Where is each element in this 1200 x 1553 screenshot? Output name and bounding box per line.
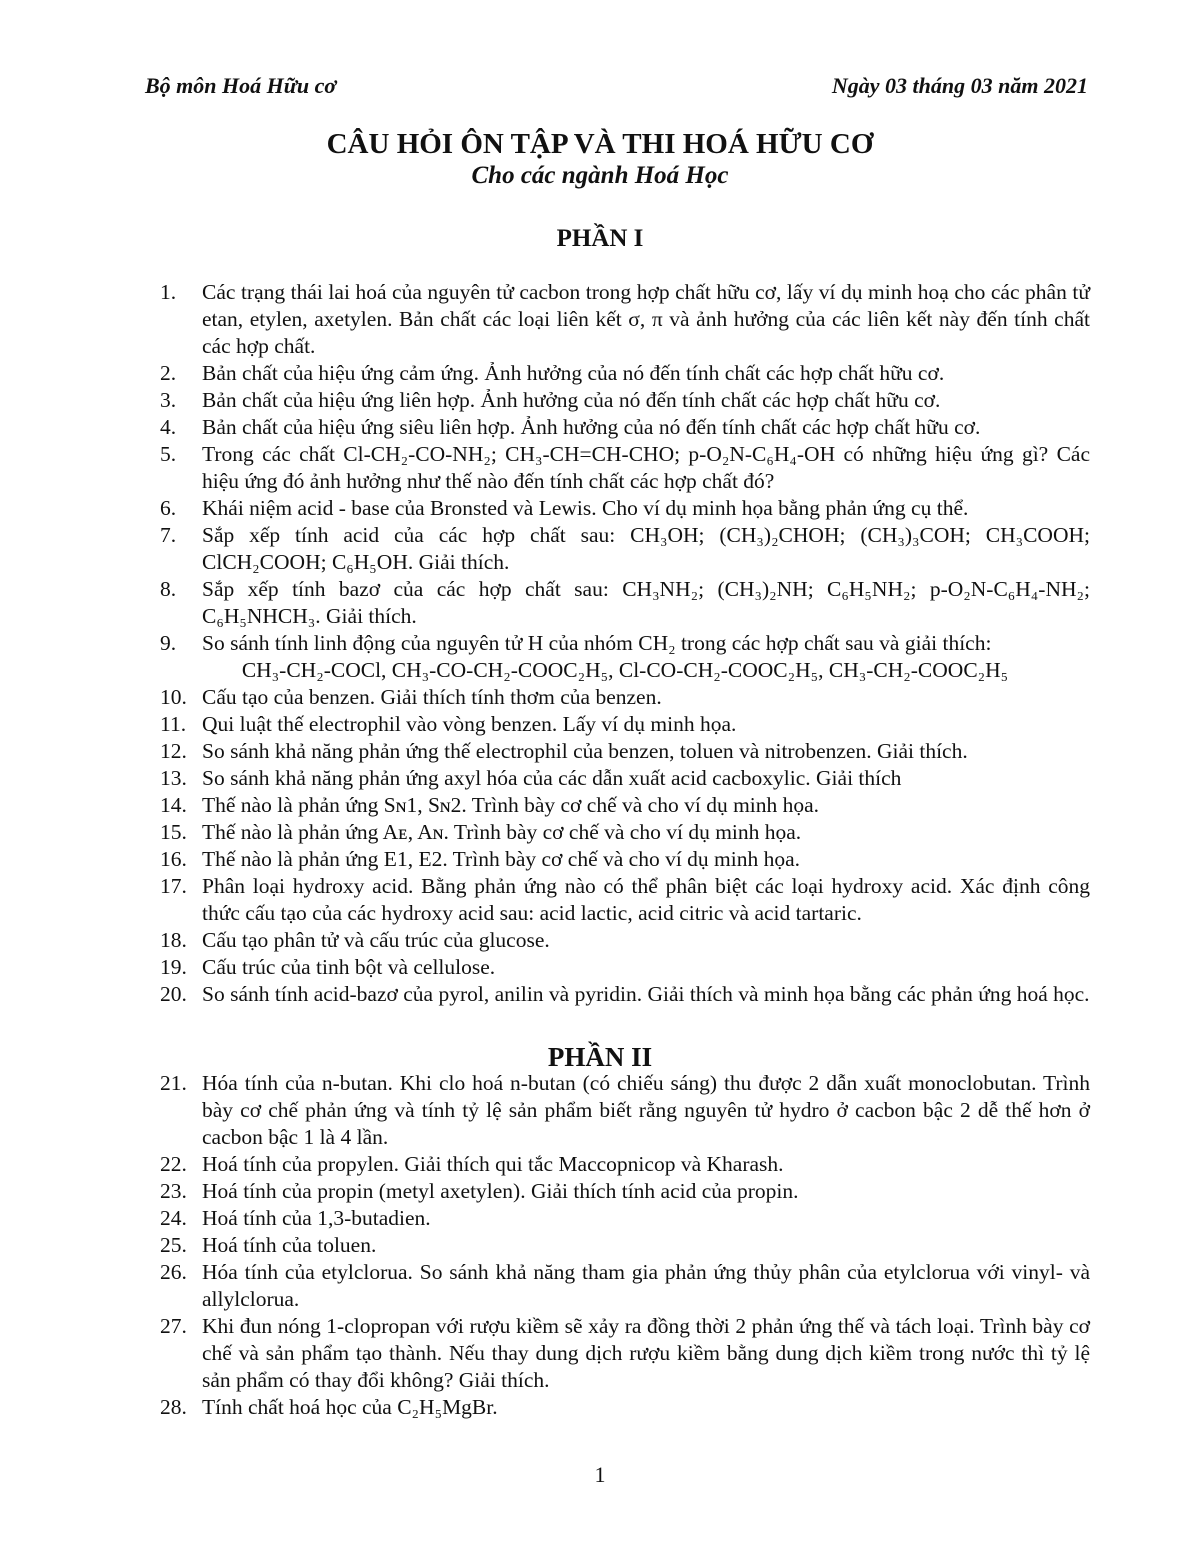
question-number: 1. <box>160 280 177 304</box>
question-number: 13. <box>160 766 187 790</box>
question-item <box>160 495 1090 522</box>
question-text: Hóa tính của etylclorua. So sánh khả năng tham gia phản ứng thủy phân của etylclorua với vinyl- và allylclorua. <box>202 1260 1090 1311</box>
question-text: So sánh khả năng phản ứng axyl hóa của các dẫn xuất acid cacboxylic. Giải thích <box>202 766 902 790</box>
question-item <box>160 1394 1090 1421</box>
part1-question-list <box>160 279 1090 1008</box>
question-item <box>160 954 1090 981</box>
question-text: Qui luật thế electrophil vào vòng benzen. Lấy ví dụ minh họa. <box>202 712 737 736</box>
question-item <box>160 684 1090 711</box>
question-item <box>160 1070 1090 1151</box>
question-text: Hoá tính của propylen. Giải thích qui tắc Maccopnicop và Kharash. <box>202 1152 784 1176</box>
question-item <box>160 360 1090 387</box>
document-date: Ngày 03 tháng 03 năm 2021 <box>831 73 1088 98</box>
question-item <box>160 711 1090 738</box>
question-number: 22. <box>160 1152 187 1176</box>
question-number: 9. <box>160 631 177 655</box>
question-text: Khi đun nóng 1-clopropan với rượu kiềm sẽ xảy ra đồng thời 2 phản ứng thế và tách loại. Trình bày cơ chế và sản phẩm tạo thành. Nếu thay dung dịch rượu kiềm bằng dung dịch kiềm trong nước thì tỷ lệ sản phẩm có thay đổi không? Giải thích. <box>202 1314 1090 1392</box>
question-number: 24. <box>160 1206 187 1230</box>
question-text: So sánh khả năng phản ứng thế electrophil của benzen, toluen và nitrobenzen. Giải thích. <box>202 739 968 763</box>
question-number: 7. <box>160 523 177 547</box>
question-text: Hoá tính của propin (metyl axetylen). Giải thích tính acid của propin. <box>202 1179 799 1203</box>
question-text: Bản chất của hiệu ứng liên hợp. Ảnh hưởng của nó đến tính chất các hợp chất hữu cơ. <box>202 388 941 412</box>
question-text: Bản chất của hiệu ứng siêu liên hợp. Ảnh hưởng của nó đến tính chất các hợp chất hữu cơ. <box>202 415 981 439</box>
question-item <box>160 522 1090 576</box>
question-text: Sắp xếp tính bazơ của các hợp chất sau: CH₃NH₂; (CH₃)₂NH; C₆H₅NH₂; p-O₂N-C₆H₄-NH₂; C₆H₅NHCH₃. Giải thích. <box>202 577 1090 628</box>
question-number: 16. <box>160 847 187 871</box>
question-item <box>160 387 1090 414</box>
question-item <box>160 630 1090 657</box>
question-text: Các trạng thái lai hoá của nguyên tử cacbon trong hợp chất hữu cơ, lấy ví dụ minh hoạ cho các phân tử etan, etylen, axetylen. Bản chất các loại liên kết σ, π và ảnh hưởng của các liên kết này đến tính chất các hợp chất. <box>202 280 1090 358</box>
question-text: Hóa tính của n-butan. Khi clo hoá n-butan (có chiếu sáng) thu được 2 dẫn xuất monoclobutan. Trình bày cơ chế phản ứng và tính tỷ lệ sản phẩm biết rằng nguyên tử hydro ở cacbon bậc 2 dễ thế hơn ở cacbon bậc 1 là 4 lần. <box>202 1071 1090 1149</box>
question-number: 26. <box>160 1260 187 1284</box>
question-number: 2. <box>160 361 177 385</box>
question-text: Phân loại hydroxy acid. Bằng phản ứng nào có thể phân biệt các loại hydroxy acid. Xác định công thức cấu tạo của các hydroxy acid sau: acid lactic, acid citric và acid tartaric. <box>202 874 1090 925</box>
question-number: 15. <box>160 820 187 844</box>
question-item <box>160 927 1090 954</box>
question-item <box>160 738 1090 765</box>
question-text: Tính chất hoá học của C₂H₅MgBr. <box>202 1395 498 1419</box>
question-number: 4. <box>160 415 177 439</box>
question-text: Trong các chất Cl-CH₂-CO-NH₂; CH₃-CH=CH-CHO; p-O₂N-C₆H₄-OH có những hiệu ứng gì? Các hiệu ứng đó ảnh hưởng như thế nào đến tính chất các hợp chất đó? <box>202 442 1090 493</box>
question-number: 25. <box>160 1233 187 1257</box>
document-subtitle: Cho các ngành Hoá Học <box>471 162 729 189</box>
question-text: Hoá tính của 1,3-butadien. <box>202 1206 431 1230</box>
question-number: 17. <box>160 874 187 898</box>
question-number: 12. <box>160 739 187 763</box>
department-name: Bộ môn Hoá Hữu cơ <box>145 73 337 98</box>
question-text: Hoá tính của toluen. <box>202 1233 377 1257</box>
question-item <box>160 1205 1090 1232</box>
question-text: So sánh tính acid-bazơ của pyrol, anilin và pyridin. Giải thích và minh họa bằng các phản ứng hoá học. <box>202 982 1090 1006</box>
question-item <box>160 873 1090 927</box>
question-number: 21. <box>160 1071 187 1095</box>
question-number: 5. <box>160 442 177 466</box>
question-item <box>160 414 1090 441</box>
question-text: Cấu tạo phân tử và cấu trúc của glucose. <box>202 928 550 952</box>
question-number: 20. <box>160 982 187 1006</box>
question-number: 27. <box>160 1314 187 1338</box>
question-number: 11. <box>160 712 187 736</box>
question-item <box>160 981 1090 1008</box>
question-item <box>160 1313 1090 1394</box>
question-text: Sắp xếp tính acid của các hợp chất sau: CH₃OH; (CH₃)₂CHOH; (CH₃)₃COH; CH₃COOH; ClCH₂COOH; C₆H₅OH. Giải thích. <box>202 523 1090 574</box>
part2-question-list <box>160 1070 1090 1421</box>
document-title: CÂU HỎI ÔN TẬP VÀ THI HOÁ HỮU CƠ <box>326 128 874 160</box>
question-item <box>160 792 1090 819</box>
question-text: Thế nào là phản ứng Sɴ1, Sɴ2. Trình bày cơ chế và cho ví dụ minh họa. <box>202 793 820 817</box>
question-number: 6. <box>160 496 177 520</box>
page-number: 1 <box>594 1462 606 1487</box>
question-text: Bản chất của hiệu ứng cảm ứng. Ảnh hưởng của nó đến tính chất các hợp chất hữu cơ. <box>202 361 945 385</box>
part2-heading: PHẦN II <box>547 1042 653 1072</box>
question-number: 8. <box>160 577 177 601</box>
question-text: CH₃-CH₂-COCl, CH₃-CO-CH₂-COOC₂H₅, Cl-CO-CH₂-COOC₂H₅, CH₃-CH₂-COOC₂H₅ <box>241 658 1009 682</box>
question-number: 10. <box>160 685 187 709</box>
question-item <box>160 819 1090 846</box>
question-text: Cấu tạo của benzen. Giải thích tính thơm của benzen. <box>202 685 662 709</box>
question-number: 23. <box>160 1179 187 1203</box>
question-number: 14. <box>160 793 187 817</box>
question-item <box>160 1232 1090 1259</box>
question-number: 28. <box>160 1395 187 1419</box>
question-text: So sánh tính linh động của nguyên tử H của nhóm CH₂ trong các hợp chất sau và giải thích: <box>202 631 992 655</box>
question-item <box>160 765 1090 792</box>
question-number: 3. <box>160 388 177 412</box>
question-number: 19. <box>160 955 187 979</box>
question-item <box>160 441 1090 495</box>
question-item <box>160 846 1090 873</box>
part1-heading: PHẦN I <box>556 225 644 252</box>
question-text: Thế nào là phản ứng Aᴇ, Aɴ. Trình bày cơ chế và cho ví dụ minh họa. <box>202 820 802 844</box>
question-item <box>160 279 1090 360</box>
question-item <box>160 1259 1090 1313</box>
question-item <box>160 657 1090 684</box>
question-number: 18. <box>160 928 187 952</box>
question-item <box>160 1178 1090 1205</box>
question-text: Thế nào là phản ứng E1, E2. Trình bày cơ chế và cho ví dụ minh họa. <box>202 847 801 871</box>
question-text: Cấu trúc của tinh bột và cellulose. <box>202 955 496 979</box>
question-item <box>160 576 1090 630</box>
question-text: Khái niệm acid - base của Bronsted và Lewis. Cho ví dụ minh họa bằng phản ứng cụ thể. <box>202 496 969 520</box>
question-item <box>160 1151 1090 1178</box>
